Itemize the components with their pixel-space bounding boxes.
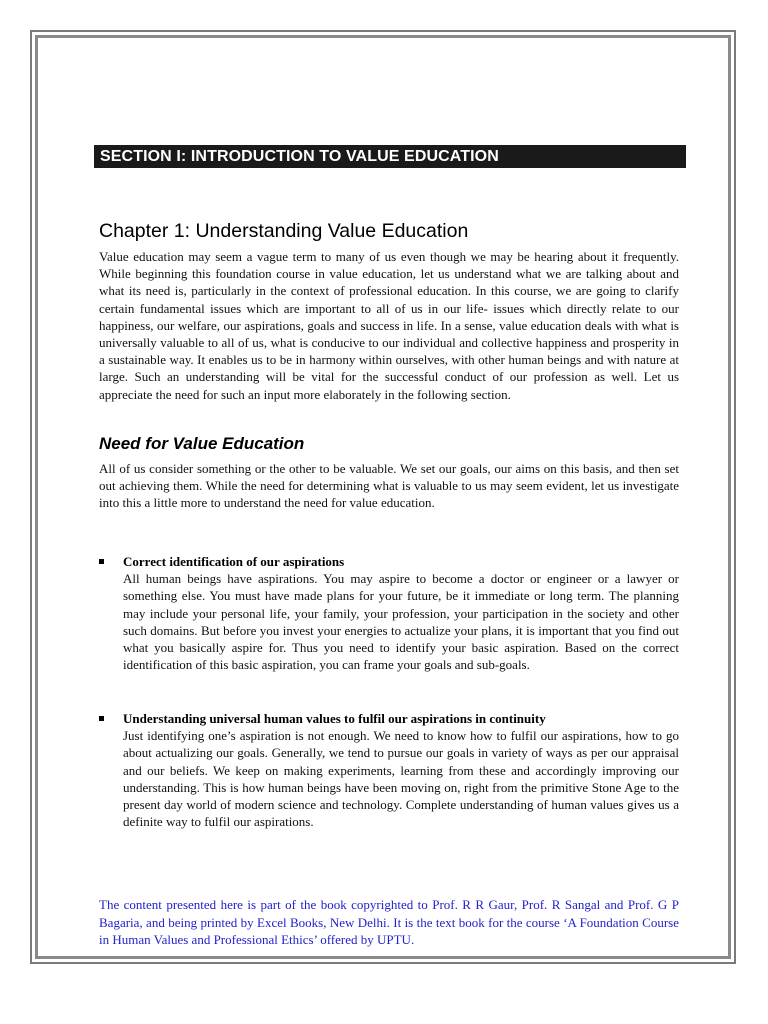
intro-paragraph: Value education may seem a vague term to many of us even though we may be hearing about it frequently. While beginning this foundation course in value education, let us understand what we are talking about and what its need is, particularly in the context of professional education. In this course, we are going to clarify certain fundamental issues which are important to all of us in our life- issues which directly relate to our happiness, our welfare, our aspirations, goals and success in life. In a sense, value education deals with what is universally valuable to all of us, what is conducive to our individual and collective happiness and prosperity in a sustainable way. It enables us to be in harmony within ourselves, with other human beings and with nature at large. Such an understanding will be vital for the successful conduct of our profession as well. Let us appreciate the need for such an input more elaborately in the following section. [99,249,679,402]
section-title-bar: SECTION I: INTRODUCTION TO VALUE EDUCATION [94,145,686,168]
bullet-heading: Understanding universal human values to fulfil our aspirations in continuity [123,711,546,726]
need-heading: Need for Value Education [99,434,305,453]
chapter-title: Chapter 1: Understanding Value Education [99,220,469,242]
bullet-square-icon [99,559,104,564]
need-paragraph: All of us consider something or the other to be valuable. We set our goals, our aims on this basis, and then set out achieving them. While the need for determining what is valuable to us may seem evident, let us investigate into this a little more to understand the need for value education. [99,461,679,511]
bullet-item-universal-values [99,710,679,830]
bullet-body: Just identifying one’s aspiration is not enough. We need to know how to fulfil our aspirations, how to go about actualizing our goals. Generally, we tend to pursue our goals in variety of ways as per our appraisal and our beliefs. We keep on making experiments, learning from these and accordingly improving our understanding. This is how human beings have been moving on, right from the primitive Stone Age to the present day world of modern science and technology. Complete understanding of human values gives us a definite way to fulfil our aspirations. [123,728,679,830]
bullet-item-aspirations [99,553,679,673]
bullet-square-icon [99,716,104,721]
bullet-heading: Correct identification of our aspirations [123,554,345,569]
bullet-body: All human beings have aspirations. You may aspire to become a doctor or engineer or a lawyer or something else. You must have made plans for your future, be it immediate or long term. The planning may include your personal life, your family, your profession, your participation in the society and other such domains. But before you invest your energies to actualize your plans, it is important that you find out what you basically aspire for. Thus you need to identify your basic aspiration. Based on the correct identification of this basic aspiration, you can frame your goals and sub-goals. [123,571,679,673]
copyright-note: The content presented here is part of the book copyrighted to Prof. R R Gaur, Prof. R Sangal and Prof. G P Bagaria, and being printed by Excel Books, New Delhi. It is the text book for the course ‘A Foundation Course in Human Values and Professional Ethics’ offered by UPTU. [99,897,679,948]
